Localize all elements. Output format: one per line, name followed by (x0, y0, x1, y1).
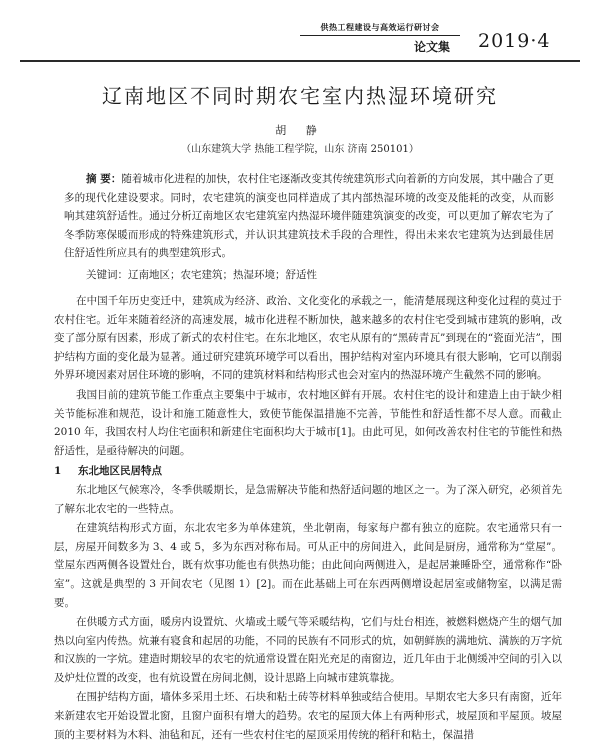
section-title: 东北地区民居特点 (78, 465, 162, 478)
section-paragraph: 在围护结构方面，墙体多采用土坯、石块和粘土砖等材料单独或结合使用。早期农宅大多只有南窗，近年来新建农宅开始设置北窗，且窗户面积有增大的趋势。农宅的屋顶大体上有两种形式，坡屋顶和平屋顶。坡屋顶的主要材料为木料、油毡和瓦，还有一些农村住宅的屋顶采用传统的稻秆和粘土，保温措 (54, 691, 562, 741)
collection-label: 论文集 (414, 40, 451, 54)
intro-paragraph: 我国目前的建筑节能工作重点主要集中于城市，农村地区鲜有开展。农村住宅的设计和建造上由于缺少相关节能标准和规范，设计和施工随意性大，致使节能保温措施不完善，节能性和舒适性都不尽人意。而截止 2010 年，我国农村人均住宅面积和新建住宅面积均大于城市[1]。由此可见，如何改善农村住宅的节能性和热舒适性，是亟待解决的问题。 (54, 388, 562, 457)
abstract (64, 170, 554, 263)
journal-header (400, 30, 570, 54)
keywords (86, 267, 556, 282)
header-rule (20, 60, 580, 62)
section-heading (54, 462, 562, 481)
intro-paragraph: 在中国千年历史变迁中，建筑成为经济、政治、文化变化的承载之一，能清楚展现这种变化过程的莫过于农村住宅。近年来随着经济的高速发展，城市化进程不断加快，越来越多的农村住宅受到城市建筑的影响，改变了部分原有因素，形成了新式的农村住宅。在东北地区，农宅从原有的“黑砖青瓦”到现在的“瓷面光洁”，围护结构方面的变化最为显著。通过研究建筑环境学可以看出，围护结构对室内环境具有很大影响，它可以削弱外界环境因素对居住环境的影响，不同的建筑材料和结构形式也会对室内的热湿环境产生截然不同的影响。 (54, 295, 562, 382)
body-text (54, 292, 562, 741)
section-paragraph: 东北地区气候寒冷，冬季供暖期长，是急需解决节能和热舒适问题的地区之一。为了深入研究，必须首先了解东北农宅的一些特点。 (54, 483, 562, 515)
keywords-text: 辽南地区；农宅建筑；热湿环境；舒适性 (128, 269, 317, 281)
section-number: 1 (54, 465, 62, 478)
abstract-label: 摘 要： (86, 173, 122, 185)
paper-title: 辽南地区不同时期农宅室内热湿环境研究 (102, 84, 498, 108)
running-head: 供热工程建设与高效运行研讨会 (300, 22, 460, 36)
author: 胡 静 (275, 124, 325, 137)
issue-year: 2019·4 (478, 30, 551, 52)
affiliation: （山东建筑大学 热能工程学院，山东 济南 250101） (181, 144, 419, 155)
section-paragraph: 在建筑结构形式方面，东北农宅多为单体建筑，坐北朝南，每家每户都有独立的庭院。农宅通常只有一层，房屋开间数多为 3、4 或 5，多为东西对称布局。可从正中的房间进入，此间是厨房，通常称为“堂屋”。堂屋东西两侧各设置灶台，既有炊事功能也有供热功能；由此间向两侧进入，是起居兼睡卧空，通常称作“卧室”。这就是典型的 3 开间农宅（见图 1）[2]。而在此基础上可在东西两侧增设起居室或储物室，以满足需要。 (54, 522, 562, 609)
section-paragraph: 在供暖方式方面，暖房内设置炕、火墙或土暖气等采暖结构，它们与灶台相连，被燃料燃烧产生的烟气加热以向室内传热。炕兼有寝食和起居的功能，不同的民族有不同形式的炕，如朝鲜族的满地炕、满族的万字炕和汉族的一字炕。建造时期较早的农宅的炕通常设置在阳光充足的南窗边，近几年由于北侧缓冲空间的引入以及炉灶位置的改变，也有炕设置在房间北侧，设计思路上向城市建筑靠拢。 (54, 616, 562, 684)
keywords-label: 关键词： (86, 269, 128, 281)
abstract-text: 随着城市化进程的加快，农村住宅逐渐改变其传统建筑形式向着新的方向发展，其中融合了更多的现代化建设要求。同时，农宅建筑的演变也同样造成了其内部热湿环境的改变及能耗的改变，从而影响其建筑舒适性。通过分析辽南地区农宅建筑室内热湿环境伴随建筑演变的改变，可以更加了解农宅为了冬季防寒保暖而形成的特殊建筑形式，并认识其建筑技术手段的合理性，得出未来农宅建筑为达到最佳居住舒适性所应具有的典型建筑形式。 (64, 173, 555, 259)
